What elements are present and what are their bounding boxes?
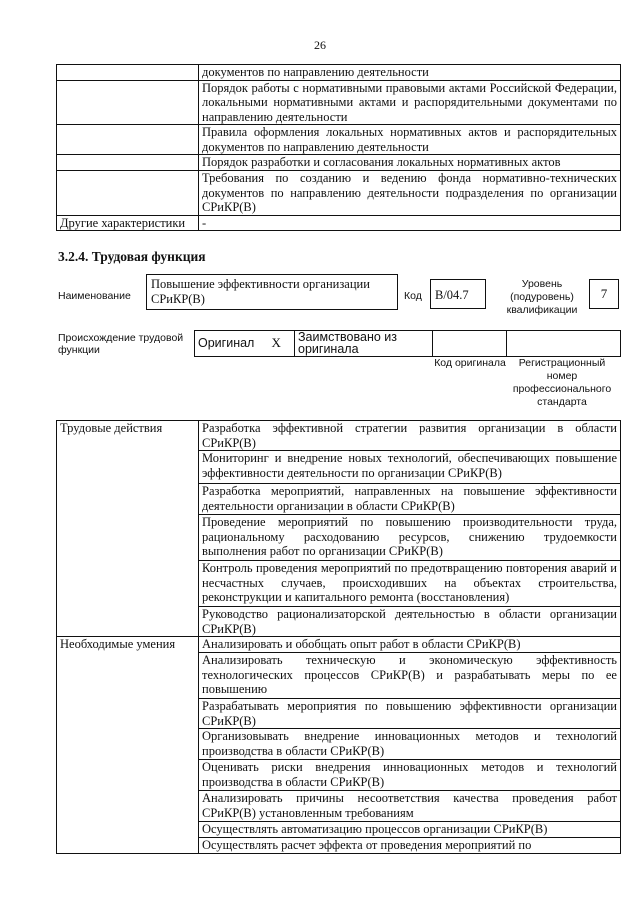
skill: Разрабатывать мероприятия по повышению эффективности организации СРиКР(В) [199,699,621,729]
origin-label: Происхождение трудовой функции [58,332,184,356]
section-title: 3.2.4. Трудовая функция [58,249,206,264]
labor-action: Разработка эффективной стратегии развития организации в области СРиКР(В) [199,421,621,451]
row-label [57,125,199,155]
labor-action: Мониторинг и внедрение новых технологий, обеспечивающих повышение эффективности деятельности по организации СРиКР(В) [199,451,621,484]
reg-number-caption: Регистрационный номер профессионального стандарта [512,357,612,408]
row-text: Правила оформления локальных нормативных актов и распорядительных документов по направлению деятельности [199,125,621,155]
level-label: Уровень (подуровень) квалификации [506,278,578,316]
row-label [57,171,199,216]
table-row [57,125,621,155]
row-label [57,80,199,125]
row-text: Порядок разработки и согласования локальных нормативных актов [199,155,621,171]
page-number: 26 [314,38,326,52]
table-row [57,637,621,653]
top-knowledge-table [56,64,621,231]
row-text: документов по направлению деятельности [199,65,621,81]
labor-action: Руководство рационализаторской деятельностью в области организации СРиКР(В) [199,607,621,637]
row-label [57,65,199,81]
labor-function-table [56,420,621,854]
table-row [57,65,621,81]
table-row [57,421,621,451]
skill: Организовывать внедрение инновационных методов и технологий производства в области СРиКР(В) [199,729,621,760]
table-row [57,155,621,171]
labor-actions-label: Трудовые действия [57,421,199,637]
borrowed-label: Заимствовано из оригинала [295,331,433,357]
row-text: Порядок работы с нормативными правовыми актами Российской Федерации, локальными нормативными актами и распорядительными документами по направлению деятельности [199,80,621,125]
table-row [57,215,621,231]
reg-number-cell [507,331,621,357]
labor-action: Контроль проведения мероприятий по предотвращению повторения аварий и несчастных случаев, происходивших на объектах строительства, реконструкции и капитального ремонта (восстановления) [199,561,621,607]
skill: Анализировать и обобщать опыт работ в области СРиКР(В) [199,637,621,653]
code-value: В/04.7 [430,279,486,309]
level-value: 7 [589,279,619,309]
skills-label: Необходимые умения [57,637,199,854]
row-text: - [199,215,621,231]
origin-code-cell [433,331,507,357]
skill: Осуществлять автоматизацию процессов организации СРиКР(В) [199,822,621,838]
row-text: Требования по созданию и ведению фонда нормативно-технических документов по направлению деятельности подразделения по организации СРиКР(В) [199,171,621,216]
labor-action: Разработка мероприятий, направленных на повышение эффективности деятельности организации в области СРиКР(В) [199,484,621,515]
origin-code-caption: Код оригинала [434,357,506,369]
skill: Осуществлять расчет эффекта от проведения мероприятий по [199,838,621,854]
original-mark: X [259,331,295,357]
skill: Анализировать причины несоответствия качества проведения работ СРиКР(В) установленным требованиям [199,791,621,822]
skill: Оценивать риски внедрения инновационных методов и технологий производства в области СРиКР(В) [199,760,621,791]
table-row [57,171,621,216]
name-value: Повышение эффективности организации СРиКР(В) [146,274,398,310]
labor-action: Проведение мероприятий по повышению производительности труда, рациональному расходованию ресурсов, снижению трудоемкости выполнения работ по организации СРиКР(В) [199,515,621,561]
original-label: Оригинал [195,331,259,357]
origin-table [194,330,621,357]
table-row [57,80,621,125]
name-label: Наименование [58,290,131,302]
code-label: Код [404,290,422,302]
row-label [57,155,199,171]
skill: Анализировать техническую и экономическую эффективность технологических процессов СРиКР(В) и разрабатывать меры по ее повышению [199,653,621,699]
row-label: Другие характеристики [57,215,199,231]
